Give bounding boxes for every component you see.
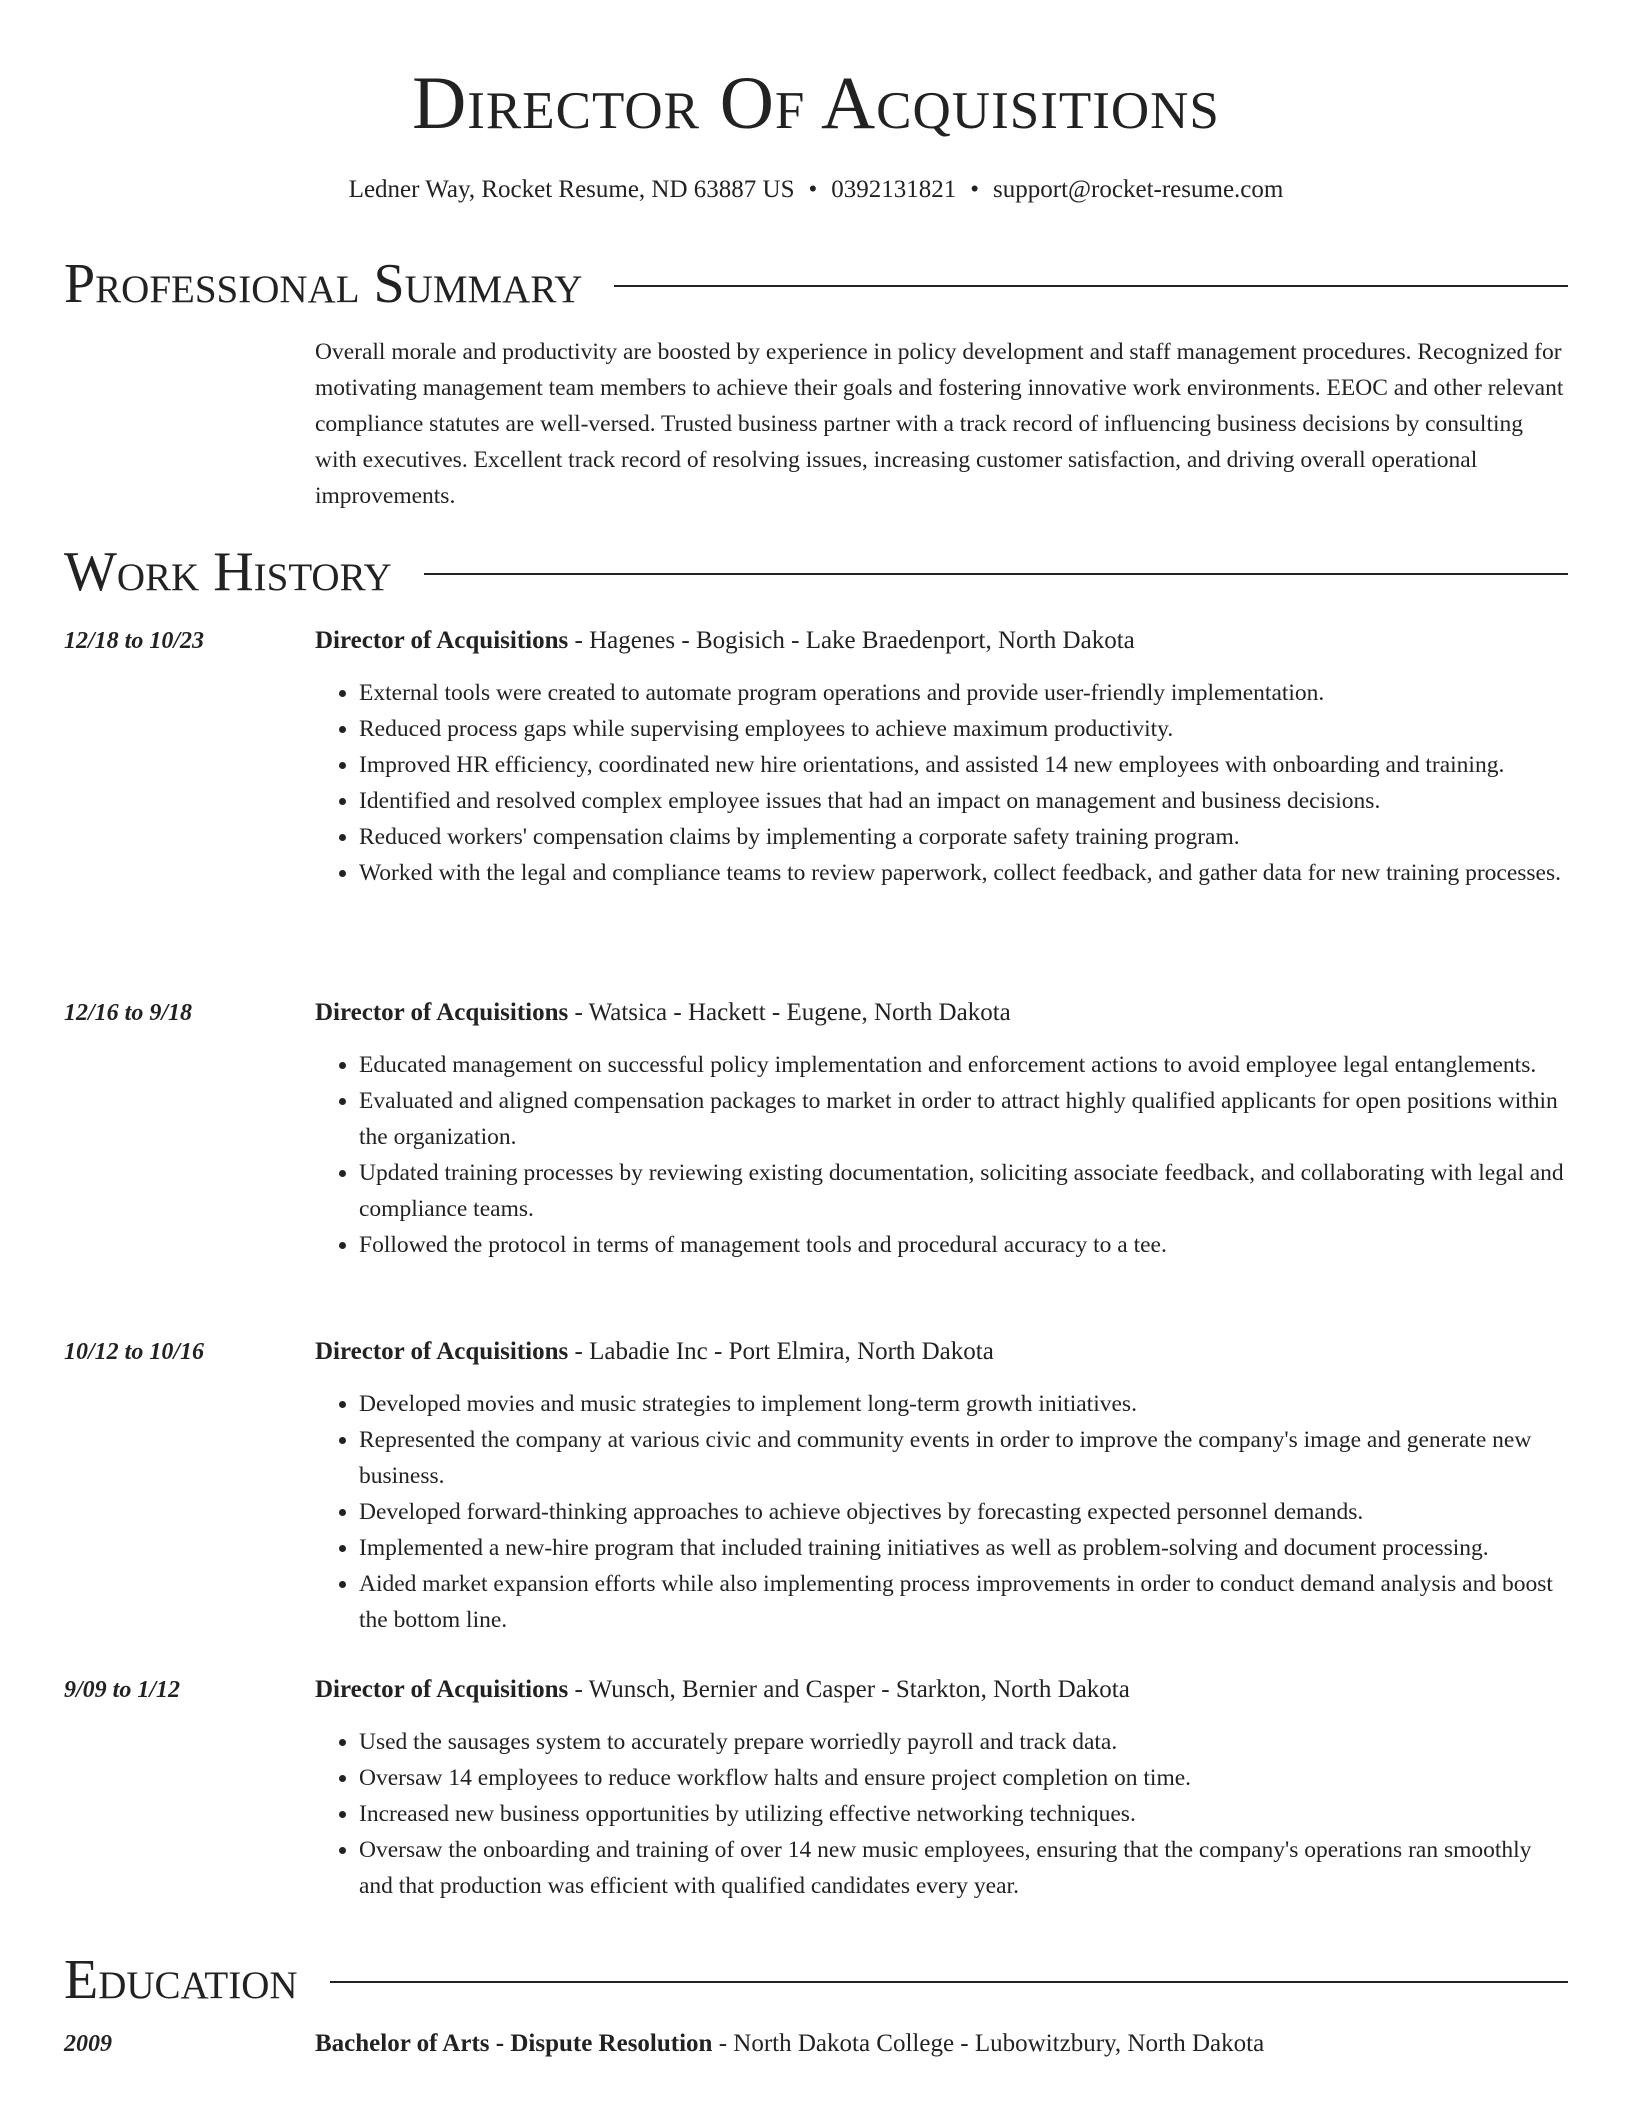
education-details: - North Dakota College - Lubowitzbury, North Dakota	[712, 2030, 1265, 2057]
resume-name-heading: Director Of Acquisitions	[412, 62, 1220, 145]
summary-heading: Professional Summary	[64, 253, 583, 315]
job-entry	[64, 1672, 1568, 1904]
job-bullet-list	[315, 675, 1568, 891]
job-bullet: • Used the sausages system to accurately prepare worriedly payroll and track data.	[359, 1724, 1568, 1760]
job-entry	[64, 995, 1568, 1263]
education-year: 2009	[64, 2031, 112, 2057]
job-bullet: • Educated management on successful policy implementation and enforcement actions to avoid employee legal entanglements.	[359, 1047, 1568, 1083]
job-dates: 12/16 to 9/18	[64, 1000, 193, 1026]
job-dates: 9/09 to 1/12	[64, 1677, 181, 1703]
work-heading: Work History	[64, 541, 392, 603]
summary-section-header	[64, 252, 1568, 316]
education-degree: Bachelor of Arts - Dispute Resolution	[315, 2030, 713, 2057]
job-header	[315, 995, 1568, 1031]
education-entry	[64, 2026, 1568, 2062]
job-bullet: • Aided market expansion efforts while also implementing process improvements in order to conduct demand analysis and boost the bottom line.	[359, 1566, 1568, 1638]
job-title: Director of Acquisitions	[315, 627, 569, 654]
job-header	[315, 623, 1568, 659]
job-bullet: • Reduced workers' compensation claims by implementing a corporate safety training program.	[359, 819, 1568, 855]
job-bullet-list	[315, 1386, 1568, 1638]
job-bullet: • Developed movies and music strategies to implement long-term growth initiatives.	[359, 1386, 1568, 1422]
job-bullet: • Updated training processes by reviewing existing documentation, soliciting associate feedback, and collaborating with legal and compliance teams.	[359, 1155, 1568, 1227]
job-bullet: • Identified and resolved complex employee issues that had an impact on management and business decisions.	[359, 783, 1568, 819]
job-title: Director of Acquisitions	[315, 999, 569, 1026]
job-dates: 12/18 to 10/23	[64, 628, 205, 654]
contact-address: Ledner Way, Rocket Resume, ND 63887 US	[348, 176, 795, 203]
contact-email: support@rocket-resume.com	[993, 176, 1284, 203]
job-details: - Wunsch, Bernier and Casper - Starkton, North Dakota	[568, 1676, 1130, 1703]
contact-phone: 0392131821	[831, 176, 957, 203]
job-bullet: • Oversaw 14 employees to reduce workflow halts and ensure project completion on time.	[359, 1760, 1568, 1796]
job-bullet: • Represented the company at various civic and community events in order to improve the company's image and generate new business.	[359, 1422, 1568, 1494]
job-title: Director of Acquisitions	[315, 1338, 569, 1365]
job-bullet: • Followed the protocol in terms of management tools and procedural accuracy to a tee.	[359, 1227, 1568, 1263]
job-header	[315, 1334, 1568, 1370]
job-bullet: • Oversaw the onboarding and training of over 14 new music employees, ensuring that the company's operations ran smoothly and that production was efficient with qualified candidates every year.	[359, 1832, 1568, 1904]
contact-line	[0, 175, 1632, 205]
job-bullet: • Reduced process gaps while supervising employees to achieve maximum productivity.	[359, 711, 1568, 747]
job-details: - Labadie Inc - Port Elmira, North Dakota	[568, 1338, 994, 1365]
job-bullet: • Improved HR efficiency, coordinated new hire orientations, and assisted 14 new employees with onboarding and training.	[359, 747, 1568, 783]
section-divider	[330, 1981, 1568, 1983]
contact-separator: •	[808, 176, 818, 203]
education-heading: Education	[64, 1949, 298, 2011]
job-bullet: • Developed forward-thinking approaches to achieve objectives by forecasting expected personnel demands.	[359, 1494, 1568, 1530]
job-bullet-list	[315, 1724, 1568, 1904]
education-section-header	[64, 1948, 1568, 2012]
job-bullet: • Increased new business opportunities by utilizing effective networking techniques.	[359, 1796, 1568, 1832]
section-divider	[614, 285, 1568, 287]
job-header	[315, 1672, 1568, 1708]
job-details: - Hagenes - Bogisich - Lake Braedenport, North Dakota	[568, 627, 1135, 654]
job-bullet: • Implemented a new-hire program that included training initiatives as well as problem-solving and document processing.	[359, 1530, 1568, 1566]
job-bullet: • Worked with the legal and compliance teams to review paperwork, collect feedback, and gather data for new training processes.	[359, 855, 1568, 891]
job-bullet: • External tools were created to automate program operations and provide user-friendly implementation.	[359, 675, 1568, 711]
job-title: Director of Acquisitions	[315, 1676, 569, 1703]
job-dates: 10/12 to 10/16	[64, 1339, 205, 1365]
job-bullet: • Evaluated and aligned compensation packages to market in order to attract highly qualified applicants for open positions within the organization.	[359, 1083, 1568, 1155]
education-header	[315, 2026, 1568, 2062]
section-divider	[424, 573, 1568, 575]
contact-separator: •	[970, 176, 980, 203]
work-section-header	[64, 540, 1568, 604]
job-bullet-list	[315, 1047, 1568, 1263]
job-details: - Watsica - Hackett - Eugene, North Dakota	[568, 999, 1011, 1026]
job-entry	[64, 1334, 1568, 1638]
job-entry	[64, 623, 1568, 891]
summary-text: Overall morale and productivity are boosted by experience in policy development and staff management procedures. Recognized for motivating management team members to achieve their goals and fostering innovative work environments. EEOC and other relevant compliance statutes are well-versed. Trusted business partner with a track record of influencing business decisions by consulting with executives. Excellent track record of resolving issues, increasing customer satisfaction, and driving overall operational improvements.	[315, 339, 1564, 509]
